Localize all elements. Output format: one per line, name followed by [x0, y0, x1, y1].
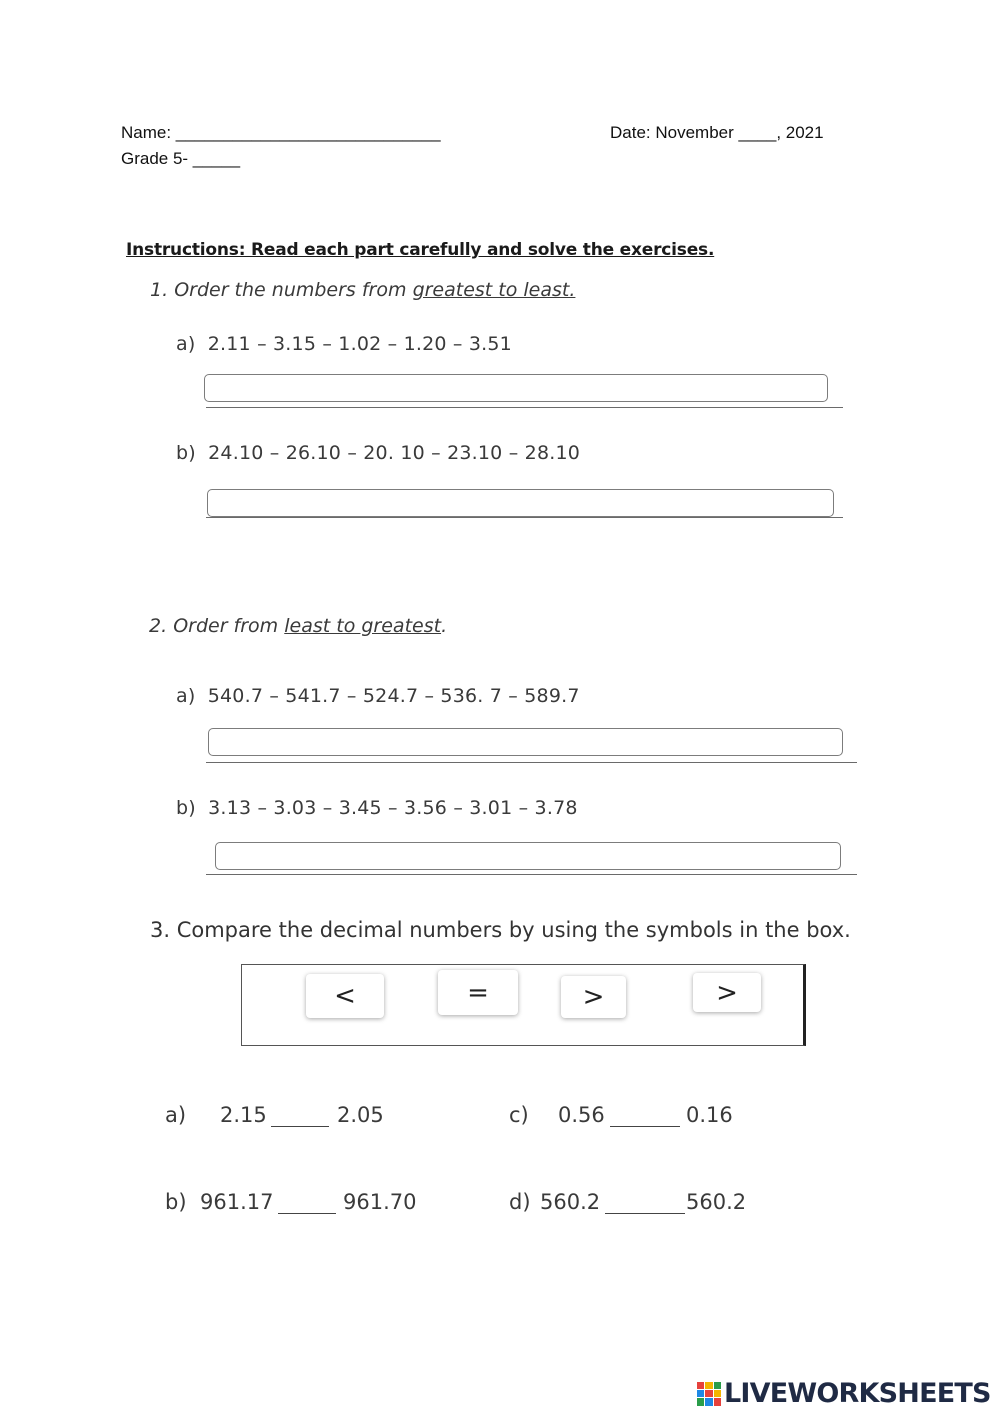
instructions-heading: Instructions: Read each part carefully and solve the exercises.: [126, 240, 715, 260]
date-field-label: Date: November ____, 2021: [610, 123, 824, 142]
q3a-letter: a): [165, 1103, 187, 1127]
q2a-answer-input[interactable]: [208, 728, 843, 756]
q1-title-emphasis: greatest to least.: [412, 279, 576, 301]
q3a-symbol-blank[interactable]: [271, 1104, 329, 1127]
q1b-letter: b): [176, 442, 196, 464]
q1a-sequence: 2.11 – 3.15 – 1.02 – 1.20 – 3.51: [207, 333, 512, 355]
q3d-symbol-blank[interactable]: [605, 1191, 685, 1214]
logo-square-icon: [705, 1398, 712, 1405]
logo-square-icon: [697, 1382, 704, 1389]
q3d-right-value: 560.2: [686, 1190, 747, 1214]
q2a-sequence: 540.7 – 541.7 – 524.7 – 536. 7 – 589.7: [207, 685, 580, 707]
q1b-answer-rule: [206, 517, 843, 518]
q3a-right-value: 2.05: [337, 1103, 384, 1127]
q3b-symbol-blank[interactable]: [278, 1191, 336, 1214]
grade-field-label: Grade 5- _____: [121, 149, 241, 168]
symbol-tile-equals[interactable]: =: [438, 970, 518, 1015]
logo-mark-icon: [697, 1382, 721, 1406]
name-field-label: Name: ____________________________: [121, 123, 441, 142]
q3c-symbol-blank[interactable]: [610, 1104, 680, 1127]
symbol-tile-less-than[interactable]: <: [306, 974, 384, 1018]
logo-square-icon: [697, 1390, 704, 1397]
q2b-answer-input[interactable]: [215, 842, 841, 870]
q3a-left-value: 2.15: [220, 1103, 267, 1127]
q2b-sequence: 3.13 – 3.03 – 3.45 – 3.56 – 3.01 – 3.78: [208, 797, 578, 819]
q3d-left-value: 560.2: [540, 1190, 601, 1214]
logo-square-icon: [714, 1398, 721, 1405]
q3b-letter: b): [165, 1190, 187, 1214]
q2-number: 2.: [149, 615, 168, 637]
q2a-answer-rule: [206, 762, 857, 763]
q2b-item: [176, 797, 578, 819]
q3b-left-value: 961.17: [200, 1190, 274, 1214]
q1b-sequence: 24.10 – 26.10 – 20. 10 – 23.10 – 28.10: [208, 442, 581, 464]
q1-title-prefix: Order the numbers from: [174, 279, 407, 301]
logo-square-icon: [697, 1398, 704, 1405]
q2b-answer-rule: [206, 874, 857, 875]
liveworksheets-logo: [697, 1378, 991, 1409]
logo-square-icon: [714, 1390, 721, 1397]
q2a-item: [176, 685, 580, 707]
q3-title: 3. Compare the decimal numbers by using the symbols in the box.: [150, 918, 851, 942]
logo-text: LIVEWORKSHEETS: [724, 1378, 991, 1409]
logo-square-icon: [705, 1382, 712, 1389]
q1a-answer-rule: [206, 407, 843, 408]
q3d-letter: d): [509, 1190, 531, 1214]
symbol-tile-greater-than-2[interactable]: >: [693, 973, 761, 1012]
q2-title-prefix: Order from: [173, 615, 279, 637]
q3c-right-value: 0.16: [686, 1103, 733, 1127]
q3b-right-value: 961.70: [343, 1190, 417, 1214]
q1a-item: [176, 333, 512, 355]
q2-title: [149, 615, 447, 637]
symbol-tile-greater-than[interactable]: >: [561, 976, 626, 1018]
q2a-letter: a): [176, 685, 196, 707]
q2b-letter: b): [176, 797, 196, 819]
q1a-letter: a): [176, 333, 196, 355]
q1a-answer-input[interactable]: [204, 374, 828, 402]
q2-title-emphasis: least to greatest: [284, 615, 442, 637]
q1-number: 1.: [150, 279, 169, 301]
logo-square-icon: [705, 1390, 712, 1397]
q1-title: [150, 279, 575, 301]
q2-title-suffix: .: [441, 615, 448, 637]
logo-square-icon: [714, 1382, 721, 1389]
q1b-answer-input[interactable]: [207, 489, 834, 517]
q3c-letter: c): [509, 1103, 529, 1127]
q3c-left-value: 0.56: [558, 1103, 605, 1127]
q1b-item: [176, 442, 580, 464]
